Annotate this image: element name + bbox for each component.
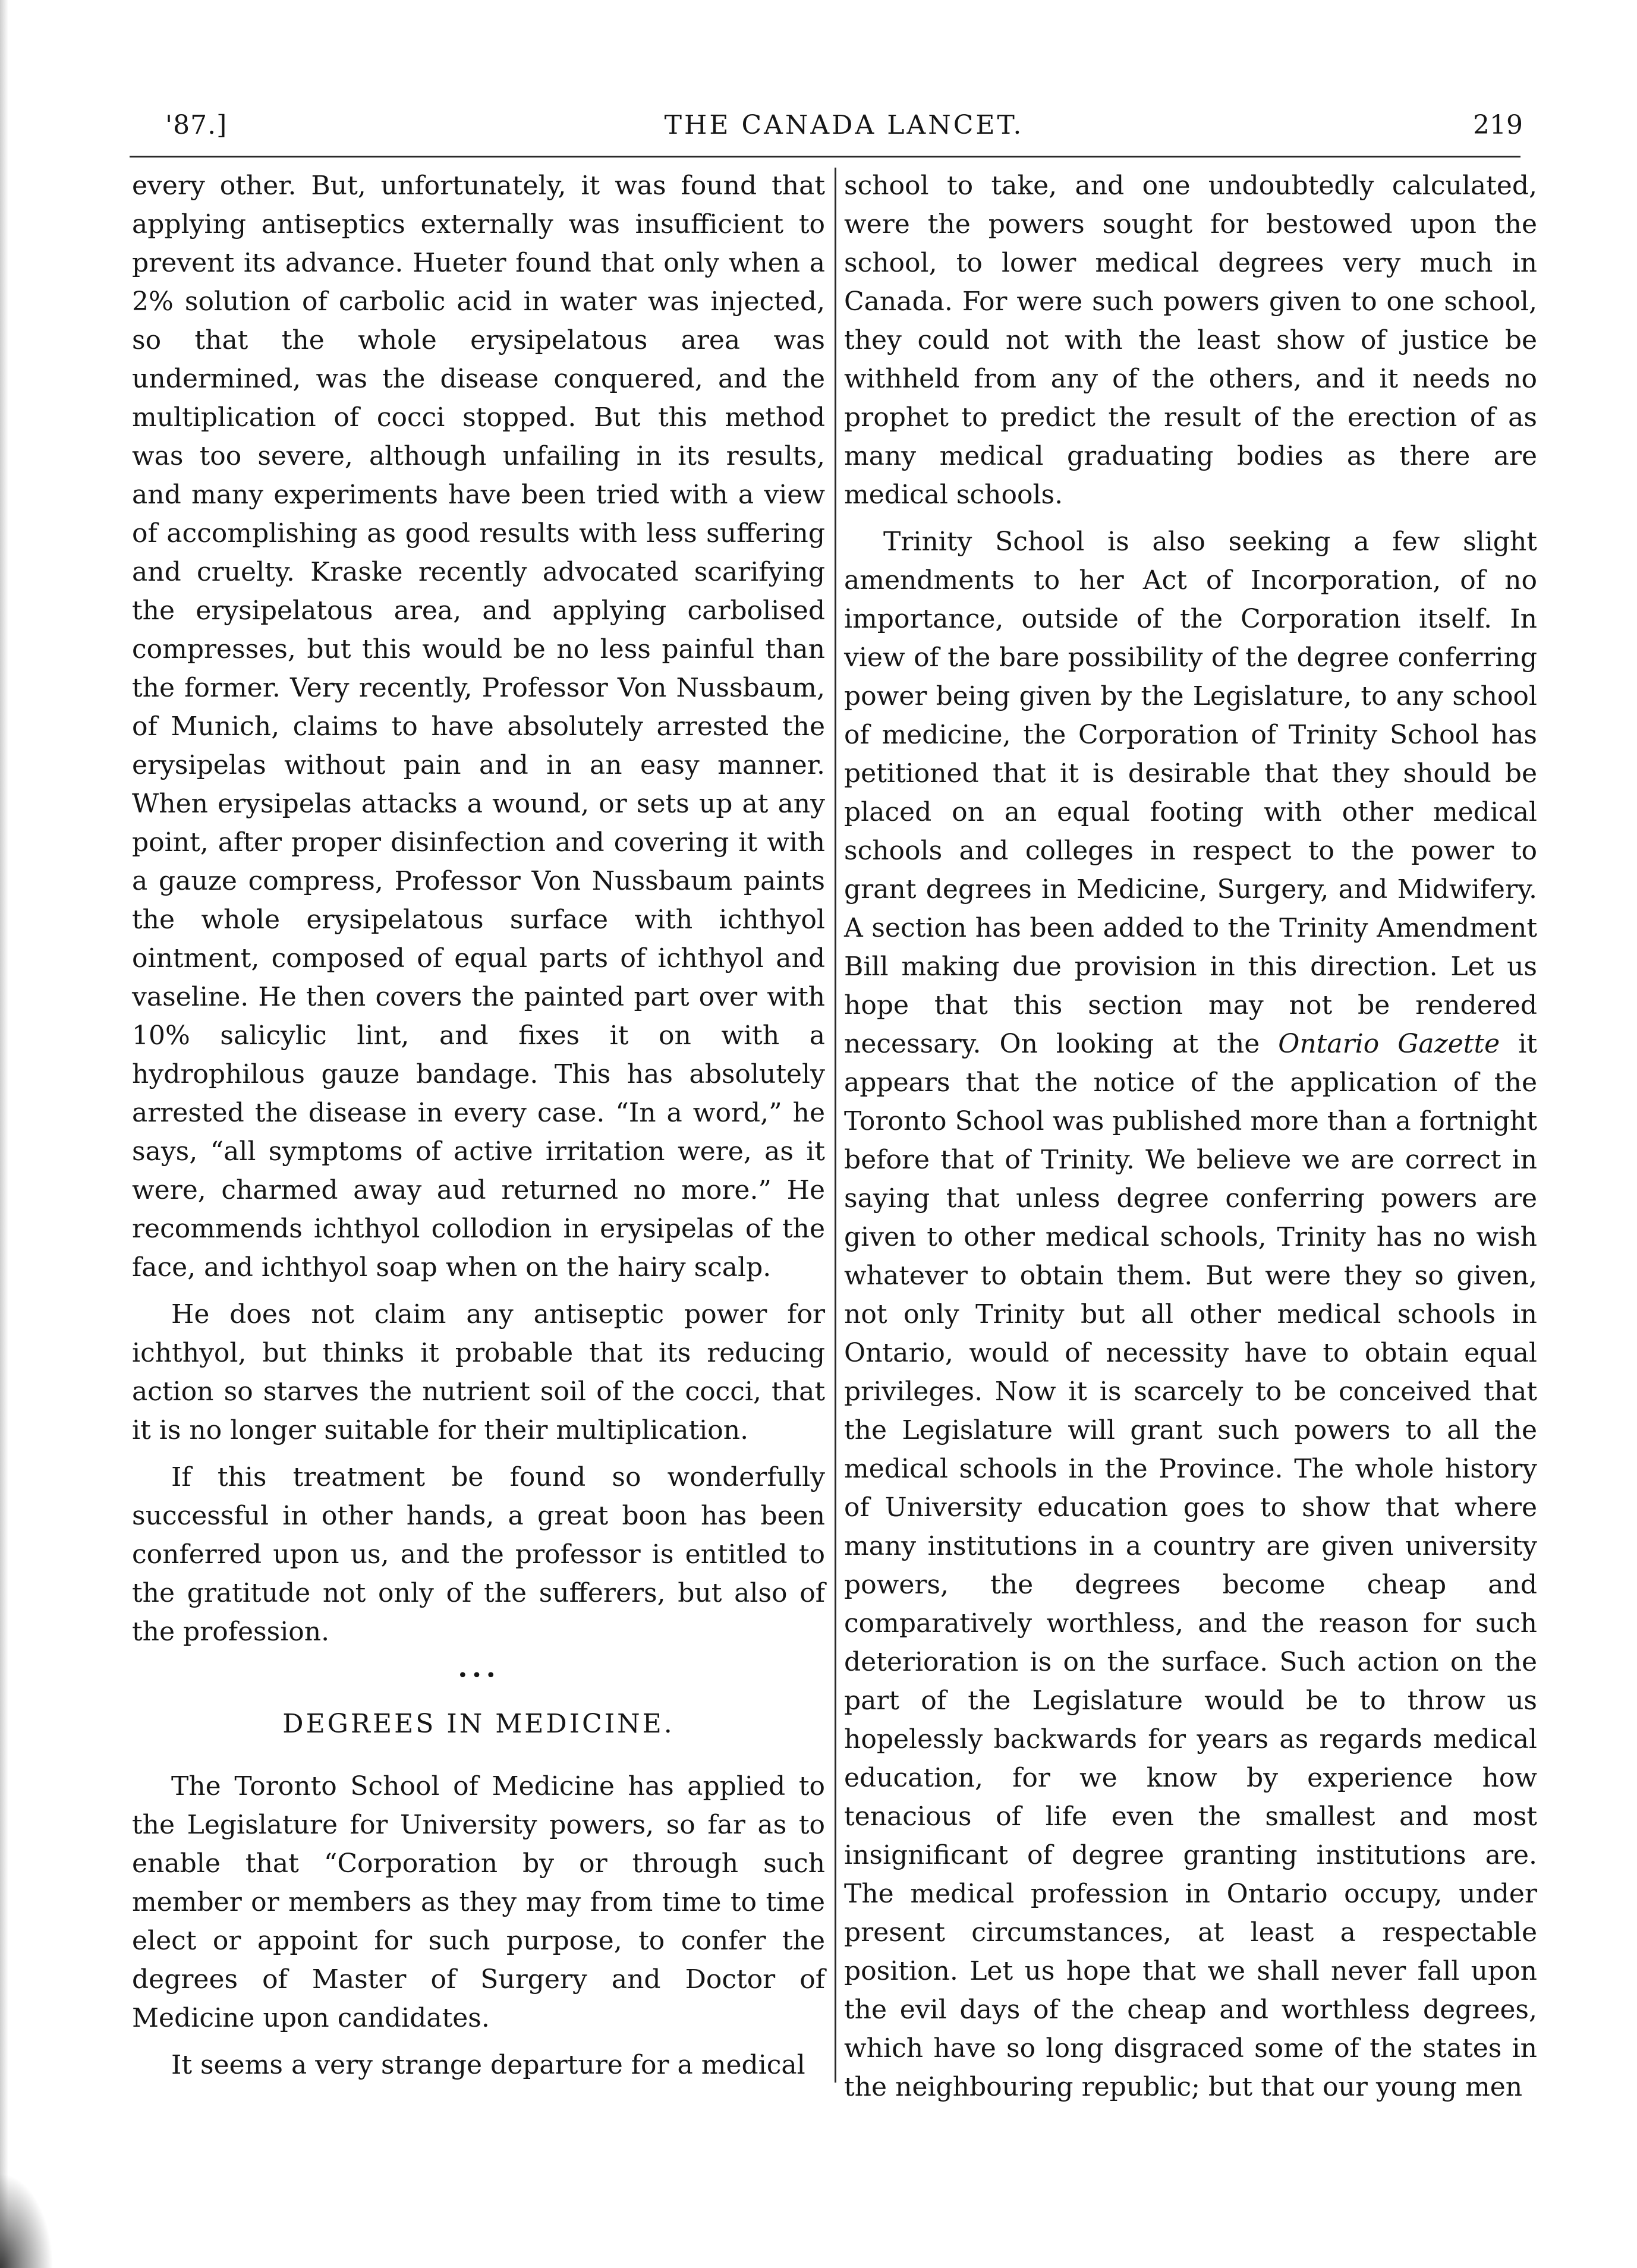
header-rule [130,156,1520,158]
journal-title: THE CANADA LANCET. [664,110,1024,140]
page-edge-shadow [0,0,8,2268]
gazette-name: Ontario Gazette [1278,1029,1500,1059]
header-year: '87.] [165,110,228,140]
section-heading: DEGREES IN MEDICINE. [282,1709,675,1739]
article-paragraph: If this treatment be found so wonderfully successful in other hands, a great boon has been conferred upon us, and the professor is entitled to the gratitude not only of the sufferers, but also of the profession. [132,1462,825,1647]
section-separator: ••• [457,1665,500,1686]
right-column [844,166,1537,2106]
article-paragraph: He does not claim any antiseptic power for ichthyol, but thinks it probable that its reducing action so starves the nutrient soil of the cocci, that it is no longer suitable for their multiplication. [132,1299,825,1445]
page-number: 219 [1473,110,1523,140]
running-header [165,110,1523,152]
paragraph-text: it appears that the notice of the application of the Toronto School was published more than a fortnight before that of Trinity. We believe we are correct in saying that unless degree conferring powers are given to other medical schools, Trinity has no wish whatever to obtain them. But were they so given, not only Trinity but all other medical schools in Ontario, would of necessity have to obtain equal privileges. Now it is scarcely to be conceived that the Legislature will grant such powers to all the medical schools in the Province. The whole history of University education goes to show that where many institutions in a country are given university powers, the degrees become cheap and comparatively worthless, and the reason for such deterioration is on the surface. Such action on the part of the Legislature would be to throw us hopelessly backwards for years as regards medical education, for we know by experience how tenacious of life even the smallest and most insignificant of degree granting institutions are. The medical profession in Ontario occupy, under present circumstances, at least a respectable position. Let us hope that we shall never fall upon the evil days of the cheap and worthless degrees, which have so long disgraced some of the states in the neighbouring republic; but that our young men [844,1029,1537,2102]
scan-corner-mark [0,2173,53,2268]
article-paragraph: school to take, and one undoubtedly calculated, were the powers sought for bestowed upon the school, to lower medical degrees very much in Canada. For were such powers given to one school, they could not with the least show of justice be withheld from any of the others, and it needs no prophet to predict the result of the erection of as many medical graduating bodies as there are medical schools. [844,171,1537,510]
left-column [132,166,825,2084]
paragraph-text: Trinity School is also seeking a few slight amendments to her Act of Incorporation, of no importance, outside of the Corporation itself. In view of the bare possibility of the degree conferring power being given by the Legislature, to any school of medicine, the Corporation of Trinity School has petitioned that it is desirable that they should be placed on an equal footing with other medical schools and colleges in respect to the power to grant degrees in Medicine, Surgery, and Midwifery. A section has been added to the Trinity Amendment Bill making due provision in this direction. Let us hope that this section may not be rendered necessary. On looking at the [844,527,1537,1059]
article-paragraph: It seems a very strange departure for a medical [171,2050,805,2080]
article-paragraph: The Toronto School of Medicine has applied to the Legislature for University powers, so far as to enable that “Corporation by or through such member or members as they may from time to time elect or appoint for such purpose, to confer the degrees of Master of Surgery and Doctor of Medicine upon candidates. [132,1771,825,2033]
article-paragraph [844,522,1537,2106]
column-divider [835,168,836,2083]
article-paragraph: every other. But, unfortunately, it was found that applying antiseptics externally was insufficient to prevent its advance. Hueter found that only when a 2% solution of carbolic acid in water was injected, so that the whole erysipelatous area was undermined, was the disease conquered, and the multiplication of cocci stopped. But this method was too severe, although unfailing in its results, and many experiments have been tried with a view of accomplishing as good results with less suffering and cruelty. Kraske recently advocated scarifying the erysipelatous area, and applying carbolised compresses, but this would be no less painful than the former. Very recently, Professor Von Nussbaum, of Munich, claims to have absolutely arrested the erysipelas without pain and in an easy manner. When erysipelas attacks a wound, or sets up at any point, after proper disinfection and covering it with a gauze compress, Professor Von Nussbaum paints the whole erysipelatous surface with ichthyol ointment, composed of equal parts of ichthyol and vaseline. He then covers the painted part over with 10% salicylic lint, and fixes it on with a hydrophilous gauze bandage. This has absolutely arrested the disease in every case. “In a word,” he says, “all symptoms of active irritation were, as it were, charmed away aud returned no more.” He recommends ichthyol collodion in erysipelas of the face, and ichthyol soap when on the hairy scalp. [132,171,825,1283]
